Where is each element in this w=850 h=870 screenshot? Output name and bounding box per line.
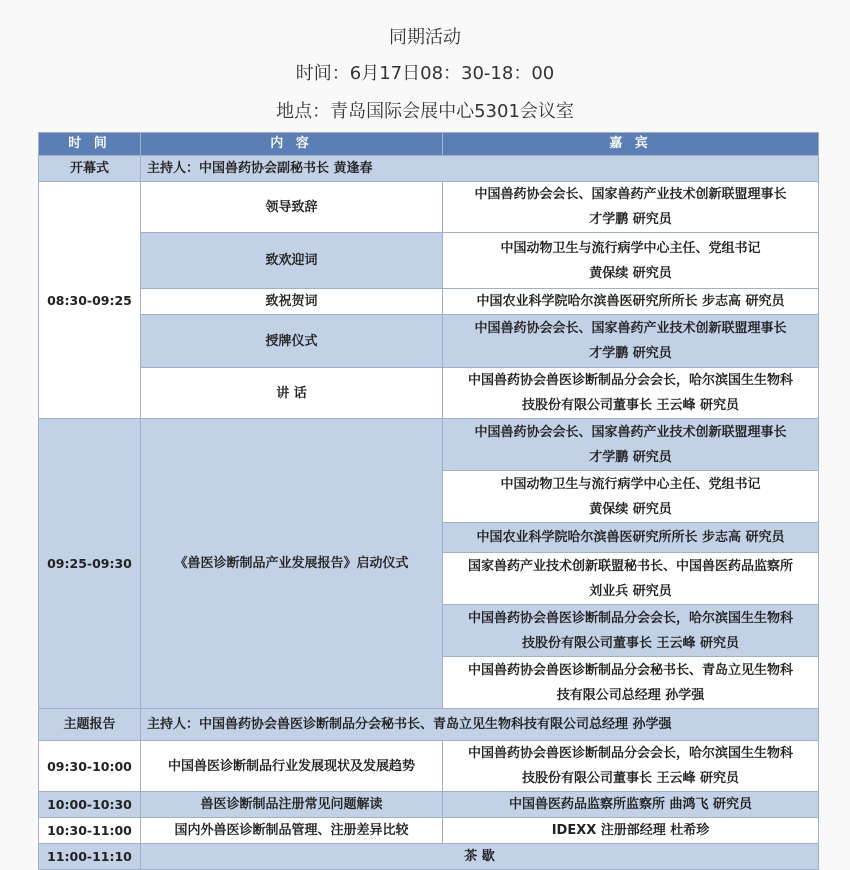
block1-content: 致欢迎词 [141,233,443,289]
talk-guest: IDEXX 注册部经理 杜希珍 [443,818,819,844]
guest-line: 技股份有限公司董事长 王云峰 研究员 [521,398,740,413]
block2-guest [443,605,819,657]
talk-time: 09:30-10:00 [39,741,141,792]
block2-guest [443,419,819,471]
talk-content: 国内外兽医诊断制品管理、注册差异比较 [141,818,443,844]
guest-line: 中国兽药协会会长、国家兽药产业技术创新联盟理事长 [474,424,787,440]
guest-line: 才学鹏 研究员 [589,212,672,227]
block2-content: 《兽医诊断制品产业发展报告》启动仪式 [141,419,443,709]
block1-guest [443,182,819,233]
talk-guest: 中国兽医药品监察所监察所 曲鸿飞 研究员 [443,792,819,818]
break-time: 11:00-11:10 [39,844,141,870]
table-row [39,233,819,289]
guest-line: 中国农业科学院哈尔滨兽医研究所所长 步志高 研究员 [476,294,785,309]
keynote-host: 主持人：中国兽药协会兽医诊断制品分会秘书长、青岛立见生物科技有限公司总经理 孙学强 [141,709,819,741]
block1-content: 致祝贺词 [141,289,443,315]
keynote-label: 主题报告 [39,709,141,741]
table-row [39,844,819,870]
table-row [39,818,819,844]
break-content: 茶 歇 [141,844,819,870]
guest-line: 技股份有限公司董事长 王云峰 研究员 [521,635,740,651]
table-row [39,419,819,471]
talk-content: 兽医诊断制品注册常见问题解读 [141,792,443,818]
guest-line: 才学鹏 研究员 [589,346,672,361]
guest-line: 中国兽药协会会长、国家兽药产业技术创新联盟理事长 [474,321,787,336]
guest-line: 技股份有限公司董事长 王云峰 研究员 [521,771,740,786]
event-time: 时间：6月17日08：30-18：00 [295,63,555,84]
talk-guest [443,741,819,792]
opening-host: 主持人：中国兽药协会副秘书长 黄逢春 [141,156,819,182]
col-header-time: 时 间 [39,133,141,156]
schedule-table [38,132,819,870]
guest-line: 黄保续 研究员 [589,501,672,517]
table-row [39,709,819,741]
talk-content: 中国兽医诊断制品行业发展现状及发展趋势 [141,741,443,792]
guest-line: 中国兽药协会兽医诊断制品分会会长，哈尔滨国生生物科 [467,373,793,388]
event-place: 地点：青岛国际会展中心5301会议室 [276,101,574,122]
opening-label: 开幕式 [39,156,141,182]
guest-line: 技有限公司总经理 孙学强 [556,687,705,703]
block2-guest [443,471,819,523]
block2-time: 09:25-09:30 [39,419,141,709]
block2-guest [443,553,819,605]
table-header-row [39,133,819,156]
table-row [39,792,819,818]
col-header-content: 内 容 [141,133,443,156]
guest-line: 刘业兵 研究员 [589,583,672,599]
block1-content: 讲 话 [141,368,443,419]
talk-time: 10:30-11:00 [39,818,141,844]
guest-line: 中国兽药协会兽医诊断制品分会会长，哈尔滨国生生物科 [467,610,793,626]
talk-time: 10:00-10:30 [39,792,141,818]
table-row [39,741,819,792]
block1-content: 领导致辞 [141,182,443,233]
col-header-guest: 嘉 宾 [443,133,819,156]
guest-line: 中国动物卫生与流行病学中心主任、党组书记 [500,476,761,492]
table-row [39,182,819,233]
block1-time: 08:30-09:25 [39,182,141,419]
guest-line: 黄保续 研究员 [589,265,672,281]
table-row [39,289,819,315]
guest-line: 中国兽药协会会长、国家兽药产业技术创新联盟理事长 [474,187,787,202]
table-row [39,156,819,182]
block1-guest [443,289,819,315]
block1-guest [443,315,819,368]
guest-line: 中国兽药协会兽医诊断制品分会秘书长、青岛立见生物科 [467,662,793,678]
block1-content: 授牌仪式 [141,315,443,368]
block1-guest [443,233,819,289]
guest-line: 国家兽药产业技术创新联盟秘书长、中国兽医药品监察所 [467,558,793,574]
block1-guest [443,368,819,419]
block2-guest [443,657,819,709]
block2-guest [443,523,819,553]
guest-line: 中国农业科学院哈尔滨兽医研究所所长 步志高 研究员 [476,530,785,545]
table-row [39,315,819,368]
guest-line: 才学鹏 研究员 [589,449,672,465]
guest-line: 中国动物卫生与流行病学中心主任、党组书记 [500,240,761,256]
guest-line: 中国兽药协会兽医诊断制品分会会长，哈尔滨国生生物科 [467,746,793,761]
table-row [39,368,819,419]
page-title: 同期活动 [389,27,461,48]
